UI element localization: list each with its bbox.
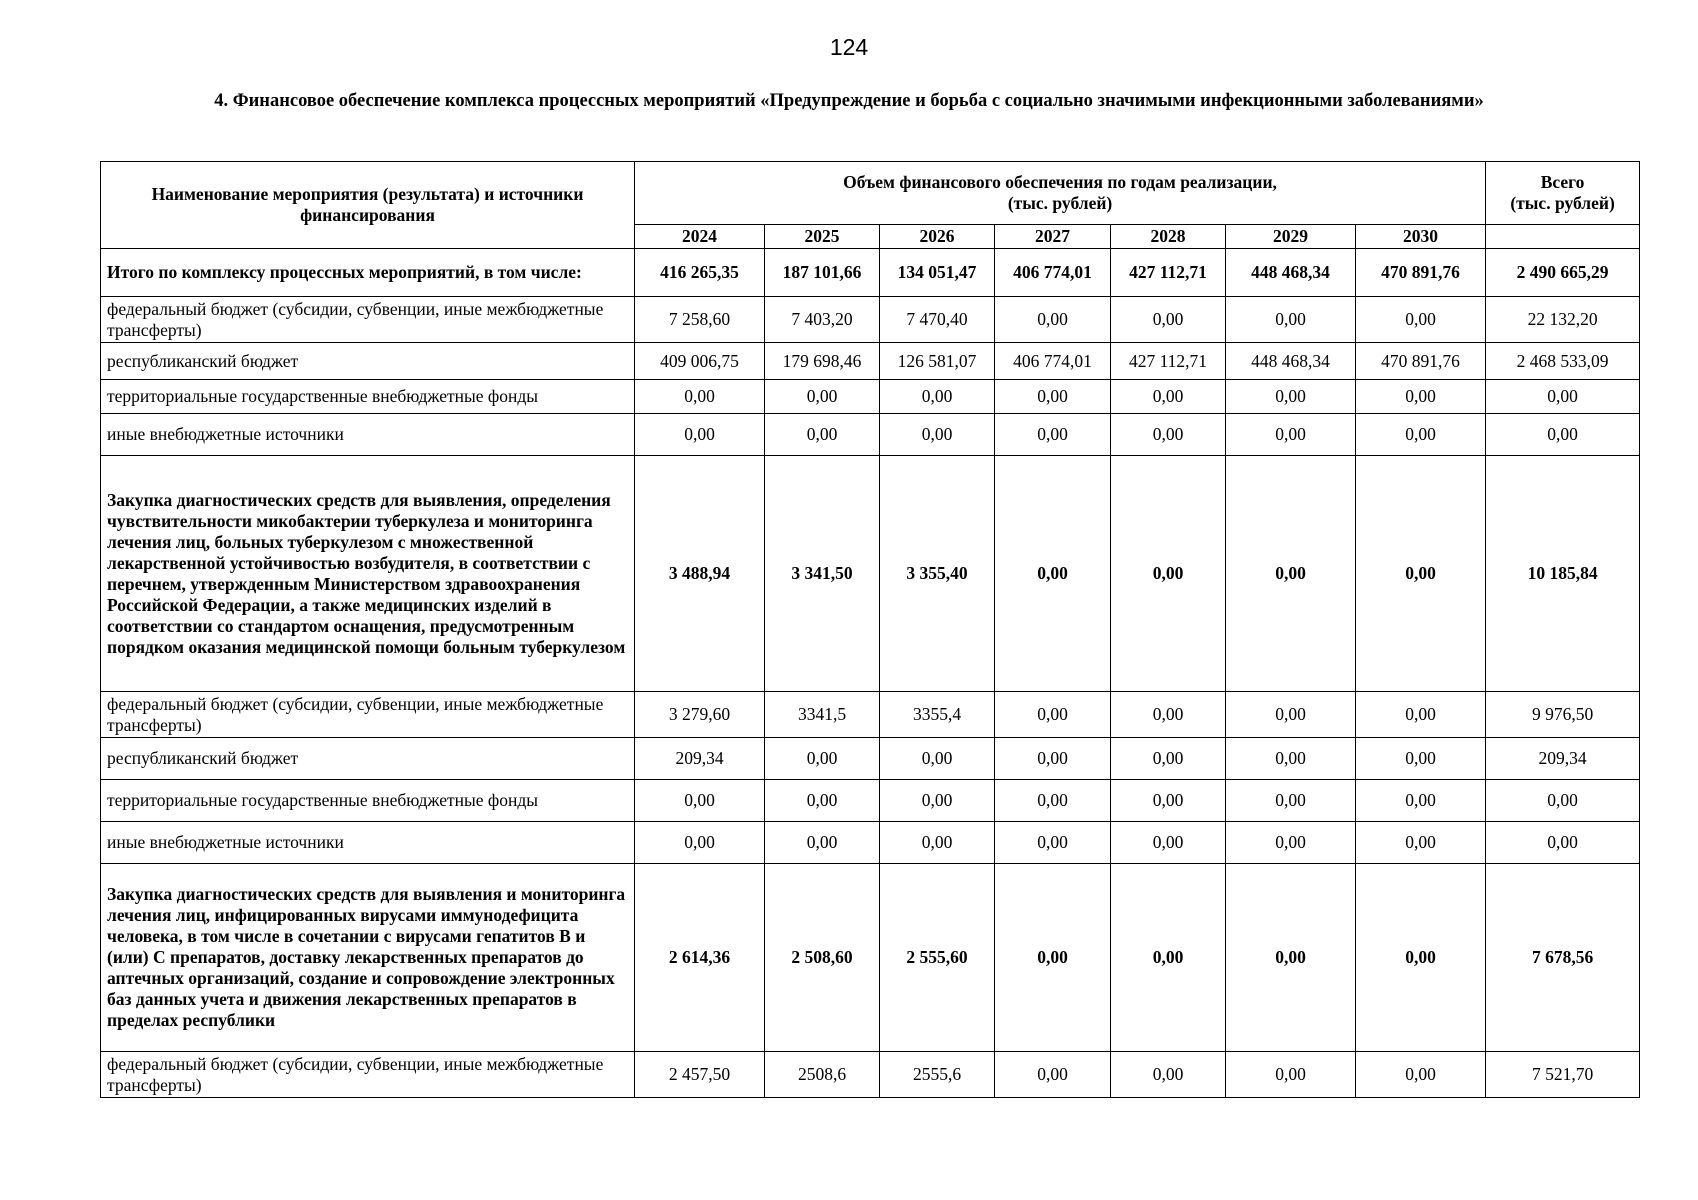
row-year-value: 427 112,71 <box>1111 343 1226 380</box>
table-row <box>101 822 1640 864</box>
row-year-value: 7 258,60 <box>635 297 765 343</box>
row-year-value: 0,00 <box>1356 456 1486 692</box>
header-year: 2024 <box>635 225 765 249</box>
row-year-value: 448 468,34 <box>1226 249 1356 297</box>
row-year-value: 0,00 <box>1111 692 1226 738</box>
row-year-value: 0,00 <box>995 380 1111 414</box>
row-year-value: 0,00 <box>995 692 1111 738</box>
row-total-value: 7 521,70 <box>1486 1052 1640 1098</box>
row-year-value: 3 355,40 <box>880 456 995 692</box>
row-year-value: 448 468,34 <box>1226 343 1356 380</box>
header-volume: Объем финансового обеспечения по годам реализации, (тыс. рублей) <box>635 162 1486 225</box>
row-label: республиканский бюджет <box>101 343 635 380</box>
table-row <box>101 297 1640 343</box>
table-row <box>101 414 1640 456</box>
row-year-value: 0,00 <box>765 414 880 456</box>
header-year: 2027 <box>995 225 1111 249</box>
row-total-value: 0,00 <box>1486 380 1640 414</box>
row-year-value: 0,00 <box>1111 414 1226 456</box>
row-year-value: 7 403,20 <box>765 297 880 343</box>
row-year-value: 0,00 <box>1356 822 1486 864</box>
row-year-value: 134 051,47 <box>880 249 995 297</box>
row-year-value: 0,00 <box>1226 414 1356 456</box>
financing-table <box>100 161 1640 1098</box>
row-year-value: 0,00 <box>880 414 995 456</box>
row-label: Закупка диагностических средств для выявления и мониторинга лечения лиц, инфицированных вирусами иммунодефицита человека, в том числе в сочетании с вирусами гепатитов B и (или) C препаратов, доставку лекарственных препаратов до аптечных организаций, создание и сопровождение электронных баз данных учета и движения лекарственных препаратов в пределах республики <box>101 864 635 1052</box>
row-year-value: 0,00 <box>635 414 765 456</box>
header-year: 2025 <box>765 225 880 249</box>
row-year-value: 187 101,66 <box>765 249 880 297</box>
row-label: иные внебюджетные источники <box>101 822 635 864</box>
row-year-value: 427 112,71 <box>1111 249 1226 297</box>
row-year-value: 0,00 <box>1226 456 1356 692</box>
row-year-value: 0,00 <box>880 380 995 414</box>
row-year-value: 0,00 <box>1111 1052 1226 1098</box>
table-row <box>101 380 1640 414</box>
row-year-value: 0,00 <box>1111 822 1226 864</box>
row-year-value: 0,00 <box>765 380 880 414</box>
row-label: Итого по комплексу процессных мероприятий, в том числе: <box>101 249 635 297</box>
row-year-value: 406 774,01 <box>995 343 1111 380</box>
row-label: территориальные государственные внебюджетные фонды <box>101 380 635 414</box>
row-year-value: 0,00 <box>1111 738 1226 780</box>
row-total-value: 2 468 533,09 <box>1486 343 1640 380</box>
row-year-value: 0,00 <box>765 738 880 780</box>
row-year-value: 0,00 <box>635 380 765 414</box>
row-year-value: 3355,4 <box>880 692 995 738</box>
row-year-value: 0,00 <box>1356 380 1486 414</box>
row-year-value: 0,00 <box>1356 864 1486 1052</box>
table-row <box>101 1052 1640 1098</box>
row-year-value: 0,00 <box>1356 1052 1486 1098</box>
row-year-value: 409 006,75 <box>635 343 765 380</box>
row-year-value: 470 891,76 <box>1356 249 1486 297</box>
header-total: Всего (тыс. рублей) <box>1486 162 1640 225</box>
row-year-value: 2 614,36 <box>635 864 765 1052</box>
row-year-value: 2555,6 <box>880 1052 995 1098</box>
table-row <box>101 780 1640 822</box>
row-label: федеральный бюджет (субсидии, субвенции, иные межбюджетные трансферты) <box>101 1052 635 1098</box>
header-year: 2026 <box>880 225 995 249</box>
row-year-value: 0,00 <box>995 456 1111 692</box>
row-year-value: 0,00 <box>1226 692 1356 738</box>
row-year-value: 2 508,60 <box>765 864 880 1052</box>
row-year-value: 406 774,01 <box>995 249 1111 297</box>
row-label: территориальные государственные внебюджетные фонды <box>101 780 635 822</box>
row-year-value: 0,00 <box>995 738 1111 780</box>
row-year-value: 0,00 <box>880 822 995 864</box>
row-year-value: 0,00 <box>1356 414 1486 456</box>
row-year-value: 0,00 <box>1226 297 1356 343</box>
row-total-value: 0,00 <box>1486 780 1640 822</box>
row-total-value: 2 490 665,29 <box>1486 249 1640 297</box>
row-year-value: 2 555,60 <box>880 864 995 1052</box>
row-year-value: 0,00 <box>765 780 880 822</box>
row-year-value: 0,00 <box>1226 864 1356 1052</box>
row-total-value: 0,00 <box>1486 822 1640 864</box>
table-row <box>101 249 1640 297</box>
row-year-value: 0,00 <box>1111 864 1226 1052</box>
row-year-value: 0,00 <box>1226 780 1356 822</box>
row-year-value: 0,00 <box>995 864 1111 1052</box>
row-year-value: 3341,5 <box>765 692 880 738</box>
row-year-value: 0,00 <box>1356 692 1486 738</box>
row-label: республиканский бюджет <box>101 738 635 780</box>
row-total-value: 7 678,56 <box>1486 864 1640 1052</box>
row-year-value: 2508,6 <box>765 1052 880 1098</box>
row-year-value: 0,00 <box>1111 780 1226 822</box>
row-year-value: 209,34 <box>635 738 765 780</box>
row-year-value: 0,00 <box>1111 297 1226 343</box>
table-row <box>101 456 1640 692</box>
row-year-value: 0,00 <box>995 1052 1111 1098</box>
row-label: иные внебюджетные источники <box>101 414 635 456</box>
header-year: 2029 <box>1226 225 1356 249</box>
header-year: 2030 <box>1356 225 1486 249</box>
row-year-value: 470 891,76 <box>1356 343 1486 380</box>
row-year-value: 0,00 <box>1226 380 1356 414</box>
table-body <box>101 249 1640 1098</box>
row-year-value: 0,00 <box>1226 1052 1356 1098</box>
header-name: Наименование мероприятия (результата) и источники финансирования <box>101 162 635 249</box>
document-title: 4. Финансовое обеспечение комплекса процессных мероприятий «Предупреждение и борьба с социально значимыми инфекционными заболеваниями» <box>214 91 1484 111</box>
header-year: 2028 <box>1111 225 1226 249</box>
row-year-value: 0,00 <box>995 297 1111 343</box>
row-year-value: 3 341,50 <box>765 456 880 692</box>
row-year-value: 7 470,40 <box>880 297 995 343</box>
row-year-value: 416 265,35 <box>635 249 765 297</box>
page-number: 124 <box>829 34 869 60</box>
table-row <box>101 343 1640 380</box>
row-year-value: 0,00 <box>1226 738 1356 780</box>
row-year-value: 0,00 <box>880 780 995 822</box>
row-year-value: 0,00 <box>765 822 880 864</box>
table-header-row <box>101 162 1640 225</box>
row-year-value: 0,00 <box>1111 456 1226 692</box>
row-year-value: 0,00 <box>1356 297 1486 343</box>
row-year-value: 126 581,07 <box>880 343 995 380</box>
row-total-value: 9 976,50 <box>1486 692 1640 738</box>
row-year-value: 0,00 <box>1356 738 1486 780</box>
row-total-value: 22 132,20 <box>1486 297 1640 343</box>
row-year-value: 0,00 <box>995 414 1111 456</box>
table-row <box>101 692 1640 738</box>
row-year-value: 2 457,50 <box>635 1052 765 1098</box>
header-year-empty <box>1486 225 1640 249</box>
row-year-value: 0,00 <box>1111 380 1226 414</box>
row-total-value: 0,00 <box>1486 414 1640 456</box>
row-year-value: 0,00 <box>995 822 1111 864</box>
row-year-value: 179 698,46 <box>765 343 880 380</box>
row-year-value: 0,00 <box>1356 780 1486 822</box>
row-year-value: 0,00 <box>635 822 765 864</box>
table-row <box>101 738 1640 780</box>
row-total-value: 209,34 <box>1486 738 1640 780</box>
row-year-value: 0,00 <box>1226 822 1356 864</box>
table-row <box>101 864 1640 1052</box>
row-label: федеральный бюджет (субсидии, субвенции, иные межбюджетные трансферты) <box>101 692 635 738</box>
row-year-value: 3 279,60 <box>635 692 765 738</box>
row-total-value: 10 185,84 <box>1486 456 1640 692</box>
row-label: федеральный бюджет (субсидии, субвенции, иные межбюджетные трансферты) <box>101 297 635 343</box>
row-label: Закупка диагностических средств для выявления, определения чувствительности микобактерии туберкулеза и мониторинга лечения лиц, больных туберкулезом с множественной лекарственной устойчивостью возбудителя, в соответствии с перечнем, утвержденным Министерством здравоохранения Российской Федерации, а также медицинских изделий в соответствии со стандартом оснащения, предусмотренным порядком оказания медицинской помощи больным туберкулезом <box>101 456 635 692</box>
row-year-value: 0,00 <box>995 780 1111 822</box>
row-year-value: 0,00 <box>880 738 995 780</box>
row-year-value: 0,00 <box>635 780 765 822</box>
row-year-value: 3 488,94 <box>635 456 765 692</box>
